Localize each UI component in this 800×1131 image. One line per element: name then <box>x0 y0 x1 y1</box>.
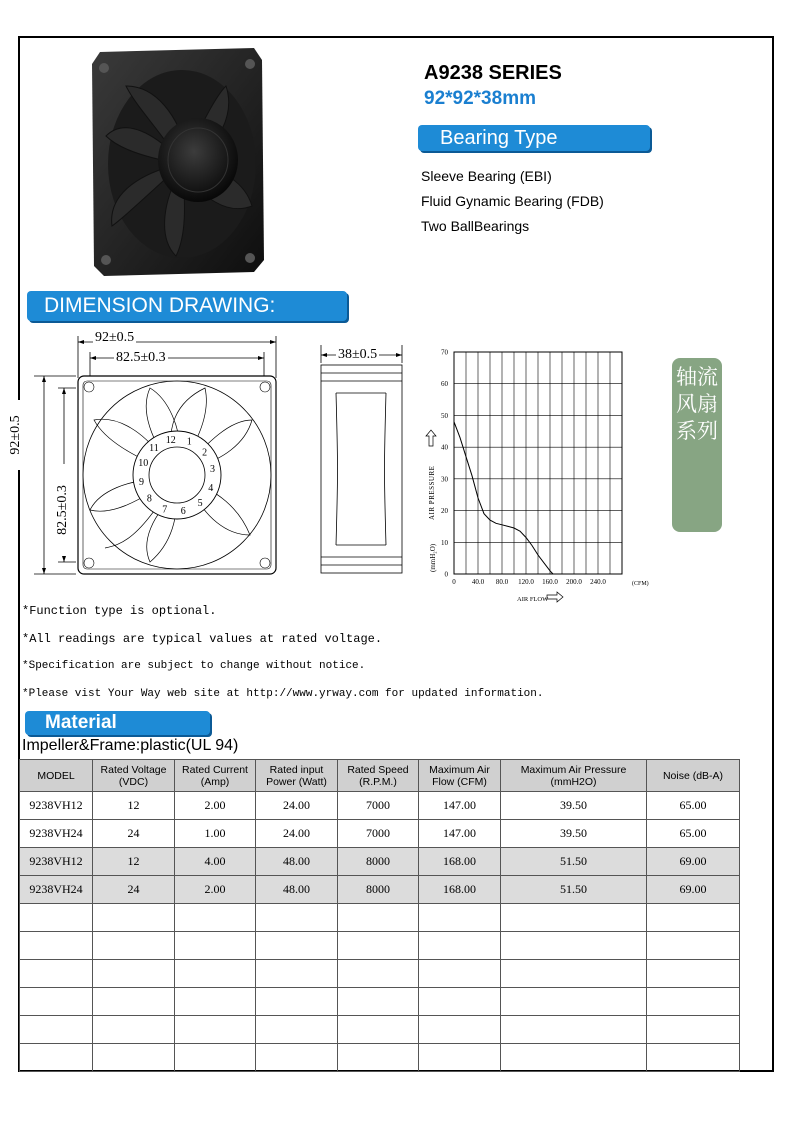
table-cell: 12 <box>93 792 175 820</box>
table-cell <box>175 988 256 1016</box>
blade-number: 6 <box>180 506 186 517</box>
dim-width-inner: 82.5±0.3 <box>116 350 166 365</box>
chart-y-tick-label: 50 <box>441 411 448 420</box>
table-cell: 8000 <box>338 876 419 904</box>
table-cell <box>93 960 175 988</box>
axial-fan-series-label: 轴流风扇系列 <box>672 358 722 532</box>
chart-x-tick-label: 200.0 <box>566 578 582 586</box>
table-cell: 9238VH24 <box>20 876 93 904</box>
note-readings: *All readings are typical values at rated voltage. <box>22 632 383 646</box>
table-cell: 9238VH24 <box>20 820 93 848</box>
table-cell <box>338 932 419 960</box>
table-cell: 7000 <box>338 820 419 848</box>
side-view-drawing <box>316 345 408 577</box>
table-cell <box>256 960 338 988</box>
table-cell <box>175 1044 256 1072</box>
table-cell <box>647 960 740 988</box>
chart-x-tick-label: 40.0 <box>471 578 485 586</box>
table-header-cell: Maximum Air Pressure (mmH2O) <box>501 760 647 792</box>
table-cell: 24 <box>93 820 175 848</box>
spec-table <box>19 759 740 1072</box>
table-cell: 12 <box>93 848 175 876</box>
table-header-cell: Noise (dB-A) <box>647 760 740 792</box>
chart-x-tick-label: 240.0 <box>590 578 606 586</box>
table-cell: 147.00 <box>419 792 501 820</box>
dim-width-outer: 92±0.5 <box>95 330 135 345</box>
bearing-item: Fluid Gynamic Bearing (FDB) <box>421 193 604 209</box>
table-cell: 24 <box>93 876 175 904</box>
table-cell <box>647 932 740 960</box>
table-cell <box>419 960 501 988</box>
table-cell <box>338 904 419 932</box>
table-cell: 8000 <box>338 848 419 876</box>
front-view-drawing <box>30 330 315 585</box>
chart-x-tick-label: 120.0 <box>518 578 534 586</box>
table-cell: 24.00 <box>256 820 338 848</box>
note-website: *Please vist Your Way web site at http://www.yrway.com for updated information. <box>22 688 544 700</box>
blade-number: 11 <box>149 442 159 454</box>
chart-ylabel: AIR PRESSURE <box>428 465 436 520</box>
table-cell <box>20 960 93 988</box>
table-cell: 39.50 <box>501 820 647 848</box>
table-cell <box>338 988 419 1016</box>
table-cell <box>419 932 501 960</box>
table-cell <box>647 988 740 1016</box>
blade-number: 8 <box>146 493 152 505</box>
chart-y-tick-label: 70 <box>441 348 448 357</box>
table-cell <box>93 1016 175 1044</box>
chart-y-tick-label: 40 <box>441 443 448 452</box>
table-cell <box>175 932 256 960</box>
table-cell <box>419 904 501 932</box>
material-banner: Material <box>25 711 210 735</box>
table-row <box>20 1016 740 1044</box>
chart-y-tick-label: 10 <box>441 538 448 547</box>
table-header-row <box>20 760 740 792</box>
table-header-cell: Rated Speed (R.P.M.) <box>338 760 419 792</box>
table-cell <box>501 1044 647 1072</box>
table-cell <box>256 932 338 960</box>
blade-number: 2 <box>202 447 208 459</box>
table-cell: 69.00 <box>647 848 740 876</box>
table-cell: 147.00 <box>419 820 501 848</box>
table-cell: 7000 <box>338 792 419 820</box>
material-line: Impeller&Frame:plastic(UL 94) <box>22 737 239 754</box>
table-cell <box>20 904 93 932</box>
table-cell <box>175 1016 256 1044</box>
table-cell: 65.00 <box>647 820 740 848</box>
table-cell <box>501 904 647 932</box>
blade-number: 4 <box>208 482 214 494</box>
series-size: 92*92*38mm <box>424 88 536 109</box>
chart-y-tick-label: 20 <box>441 507 448 516</box>
table-cell <box>20 988 93 1016</box>
chart-xlabel: AIR FLOW <box>517 596 549 603</box>
table-cell <box>338 960 419 988</box>
fan-photo <box>86 46 268 278</box>
table-header-cell: Rated Current (Amp) <box>175 760 256 792</box>
table-row <box>20 820 740 848</box>
blade-number: 9 <box>139 476 144 488</box>
table-cell <box>338 1044 419 1072</box>
table-cell: 65.00 <box>647 792 740 820</box>
table-cell: 2.00 <box>175 876 256 904</box>
table-cell: 4.00 <box>175 848 256 876</box>
table-row <box>20 1044 740 1072</box>
table-cell <box>501 932 647 960</box>
table-row <box>20 904 740 932</box>
up-arrow-icon <box>426 430 436 446</box>
dim-height-outer: 92±0.5 <box>8 400 24 470</box>
table-cell <box>175 904 256 932</box>
blade-number: 5 <box>197 498 203 510</box>
chart-y-tick-label: 0 <box>444 570 448 579</box>
table-cell <box>175 960 256 988</box>
table-header-cell: Rated input Power (Watt) <box>256 760 338 792</box>
table-cell <box>256 1016 338 1044</box>
table-header-cell: Rated Voltage (VDC) <box>93 760 175 792</box>
chart-x-tick-label: 0 <box>452 578 456 586</box>
blade-number: 10 <box>138 458 149 470</box>
bearing-type-banner: Bearing Type <box>418 125 650 151</box>
series-title: A9238 SERIES <box>424 62 562 84</box>
note-function: *Function type is optional. <box>22 604 217 618</box>
table-cell <box>20 1016 93 1044</box>
table-cell: 51.50 <box>501 848 647 876</box>
table-cell: 39.50 <box>501 792 647 820</box>
table-cell <box>93 932 175 960</box>
chart-y-tick-label: 30 <box>441 475 448 484</box>
chart-y-tick-label: 60 <box>441 380 448 389</box>
note-specification: *Specification are subject to change without notice. <box>22 660 366 672</box>
table-cell: 9238VH12 <box>20 848 93 876</box>
table-cell: 48.00 <box>256 848 338 876</box>
bearing-item: Two BallBearings <box>421 218 530 234</box>
chart-x-tick-label: 80.0 <box>495 578 509 586</box>
table-cell: 24.00 <box>256 792 338 820</box>
table-cell: 9238VH12 <box>20 792 93 820</box>
right-arrow-icon <box>547 592 563 602</box>
table-cell <box>93 904 175 932</box>
table-header-cell: Maximum Air Flow (CFM) <box>419 760 501 792</box>
table-row <box>20 960 740 988</box>
pq-chart <box>410 342 660 606</box>
table-cell <box>419 1044 501 1072</box>
table-cell <box>338 1016 419 1044</box>
table-cell: 168.00 <box>419 876 501 904</box>
table-row <box>20 848 740 876</box>
dim-depth: 38±0.5 <box>338 347 378 362</box>
table-header-cell: MODEL <box>20 760 93 792</box>
table-cell: 1.00 <box>175 820 256 848</box>
table-cell <box>20 932 93 960</box>
table-cell <box>647 1016 740 1044</box>
table-row <box>20 988 740 1016</box>
table-cell <box>419 988 501 1016</box>
blade-number: 1 <box>186 436 192 448</box>
table-row <box>20 876 740 904</box>
table-row <box>20 792 740 820</box>
chart-y-unit: (mmH₂O) <box>429 543 437 572</box>
table-cell <box>501 1016 647 1044</box>
table-cell <box>93 1044 175 1072</box>
table-cell <box>501 988 647 1016</box>
table-cell: 2.00 <box>175 792 256 820</box>
chart-x-unit: (CFM) <box>632 581 649 587</box>
dimension-drawing-banner: DIMENSION DRAWING: <box>27 291 347 321</box>
dim-height-inner: 82.5±0.3 <box>55 464 71 556</box>
table-cell <box>647 904 740 932</box>
table-cell <box>647 1044 740 1072</box>
blade-number: 7 <box>162 504 168 516</box>
table-cell <box>93 988 175 1016</box>
table-row <box>20 932 740 960</box>
table-cell <box>501 960 647 988</box>
table-cell <box>256 904 338 932</box>
table-cell <box>256 1044 338 1072</box>
bearing-item: Sleeve Bearing (EBI) <box>421 168 552 184</box>
table-cell: 168.00 <box>419 848 501 876</box>
table-cell: 48.00 <box>256 876 338 904</box>
blade-number: 12 <box>165 435 176 446</box>
table-cell: 69.00 <box>647 876 740 904</box>
blade-number: 3 <box>210 464 215 476</box>
table-cell <box>419 1016 501 1044</box>
table-cell <box>20 1044 93 1072</box>
fan-hub <box>158 118 238 202</box>
chart-x-tick-label: 160.0 <box>542 578 558 586</box>
table-cell <box>256 988 338 1016</box>
table-cell: 51.50 <box>501 876 647 904</box>
